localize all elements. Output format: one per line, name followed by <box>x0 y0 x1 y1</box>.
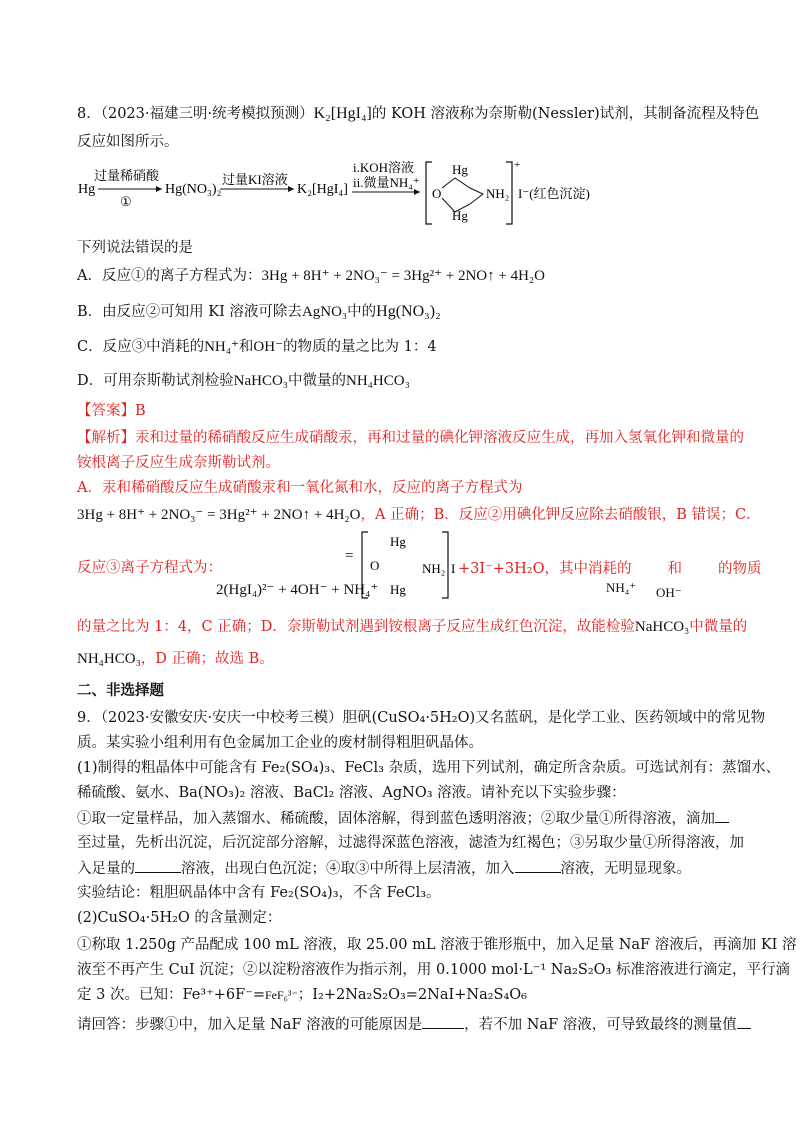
complex-charge: + <box>514 159 521 171</box>
q9-line12 <box>77 985 527 1005</box>
q8-stem-line2: 反应如图所示。 <box>77 134 179 150</box>
q9-line5-text: ①取一定量样品，加入蒸馏水、稀硫酸，固体溶解，得到蓝色透明溶液；②取少量①所得溶液，滴加 <box>77 811 715 827</box>
flow-step1-number: ① <box>120 194 132 209</box>
analysis-a-line: A．汞和稀硝酸反应生成硝酸汞和一氧化氮和水，反应的离子方程式为 <box>77 480 523 496</box>
q9-line2: 质。某实验小组利用有色金属加工企业的废材制得粗胆矾晶体。 <box>77 735 483 751</box>
flow-arrowhead-1 <box>156 186 162 192</box>
analysis-c-nh4: NH₄⁺ <box>606 580 637 595</box>
complex-tail: I⁻(红色沉淀) <box>518 186 590 201</box>
analysis-hg-top: Hg <box>390 534 406 549</box>
answer-blank-2[interactable] <box>135 858 181 873</box>
q9-line7 <box>77 858 691 879</box>
q9-line12c: ；I₂+2Na₂S₂O₃=2NaI+Na₂S₄O₆ <box>297 987 527 1003</box>
q8-stem-text: 的 KOH 溶液称为奈斯勒(Nessler)试剂，其制备流程及特色 <box>371 106 760 122</box>
option-b-text: B．由反应②可知用 KI 溶液可除去 <box>77 304 302 320</box>
flow-arrowhead-2 <box>288 186 294 192</box>
option-b-formula2: Hg(NO₃)₂ <box>376 303 441 320</box>
flow-step2-reagent: 过量KI溶液 <box>222 172 288 187</box>
q9-line9: (2)CuSO₄·5H₂O 的含量测定： <box>77 910 282 926</box>
option-c-formula1: NH₄⁺ <box>204 339 239 355</box>
q9-line12-complex: FeF₆³⁻ <box>265 988 298 1002</box>
q9-line13b: ，若不加 NaF 溶液，可导致最终的测量值 <box>464 1017 737 1033</box>
option-c[interactable] <box>77 337 437 357</box>
flow-step3-reagent-i: i.KOH溶液 <box>353 160 415 175</box>
analysis-c-oh: OH⁻ <box>656 585 682 600</box>
analysis-line1: 【解析】汞和过量的稀硝酸反应生成硝酸汞，再和过量的碘化钾溶液反应生成，再加入氢氧化钾和微量的 <box>77 430 744 446</box>
answer-blank-1[interactable] <box>715 808 729 823</box>
option-c-mid: 和 <box>238 339 254 355</box>
q9-line11: 液至不再产生 CuI 沉淀；②以淀粉溶液作为指示剂，用 0.1000 mol·L⁻¹ Na₂S₂O₃ 标准溶液进行滴定，平行滴 <box>77 962 790 978</box>
q8-source: 8．（2023·福建三明·统考模拟预测） <box>77 106 314 122</box>
flow-product1: Hg(NO₃)₂ <box>165 182 222 197</box>
q9-line6: 至过量，先析出沉淀，后沉淀部分溶解，过滤得深蓝色溶液，滤渣为红褐色；③另取少量①所得溶液，加 <box>77 835 744 851</box>
q8-prompt: 下列说法错误的是 <box>77 240 193 256</box>
analysis-a-equation-line <box>77 505 761 525</box>
analysis-c-of: 的物质 <box>717 561 762 577</box>
complex-hg-bottom: Hg <box>452 208 468 223</box>
option-d-mid: 中微量的 <box>288 373 347 389</box>
option-d-formula1: NaHCO₃ <box>233 373 289 389</box>
option-c-text: C．反应③中消耗的 <box>77 339 205 355</box>
q8-stem-line1 <box>77 104 759 124</box>
q9-line1: 9．（2023·安徽安庆·安庆一中校考三模）胆矾(CuSO₄·5H₂O)又名蓝矾，是化学工业、医药领域中的常见物 <box>77 710 766 726</box>
analysis-d-formula: NH₄HCO₃ <box>77 651 141 667</box>
option-d-formula2: NH₄HCO₃ <box>346 373 410 389</box>
analysis-bracket-left <box>362 532 368 598</box>
q9-line7c: 溶液，无明显现象。 <box>560 861 691 877</box>
analysis-d-tail: ，D 正确；故选 B。 <box>140 651 274 667</box>
analysis-c2-line <box>77 617 747 637</box>
flow-start-hg: Hg <box>78 182 96 197</box>
analysis-a-formula: 3Hg + 8H⁺ + 2NO₃⁻ = 3Hg²⁺ + 2NO↑ + 4H₂O <box>77 507 361 523</box>
q9-line7a: 入足量的 <box>77 861 135 877</box>
answer-blank-4[interactable] <box>422 1014 464 1029</box>
answer-blank-3[interactable] <box>515 858 561 873</box>
option-c-formula2: OH⁻ <box>253 339 283 355</box>
analysis-line2: 铵根离子反应生成奈斯勒试剂。 <box>77 455 280 471</box>
complex-o: O <box>432 186 442 201</box>
analysis-c-lead: 反应③离子方程式为： <box>77 560 222 576</box>
section-heading: 二、非选择题 <box>77 682 164 699</box>
analysis-c2-tail: 中微量的 <box>689 619 748 635</box>
analysis-nh2: NH₂ <box>422 561 446 576</box>
option-b-formula1: AgNO₃ <box>301 304 348 320</box>
analysis-c-right: +3I⁻+3H₂O，其中消耗的 <box>458 561 632 577</box>
analysis-c-complex <box>360 528 460 602</box>
option-a-formula: 3Hg + 8H⁺ + 2NO₃⁻ = 3Hg²⁺ + 2NO↑ + 4H₂O <box>261 268 545 284</box>
reagent-formula: K₂[HgI₄] <box>313 105 372 122</box>
complex-nh2: NH₂ <box>486 186 510 201</box>
answer-label: 【答案】B <box>77 403 146 419</box>
analysis-c-right-line <box>458 559 761 579</box>
q9-line3: (1)制得的粗晶体中可能含有 Fe₂(SO₄)₃、FeCl₃ 杂质，选用下列试剂，确定所含杂质。可选试剂有：蒸馏水、 <box>77 760 781 776</box>
flow-step1-reagent: 过量稀硝酸 <box>94 168 160 183</box>
option-a[interactable] <box>77 266 545 286</box>
q9-line8: 实验结论：粗胆矾晶体中含有 Fe₂(SO₄)₃，不含 FeCl₃。 <box>77 885 441 901</box>
option-c-tail: 的物质的量之比为 1：4 <box>283 339 437 355</box>
q8-flow-diagram <box>70 158 630 228</box>
q9-line5 <box>77 808 729 829</box>
option-d-text: D．可用奈斯勒试剂检验 <box>77 373 234 389</box>
option-b[interactable] <box>77 302 441 322</box>
flow-product2: K₂[HgI₄] <box>297 182 348 197</box>
analysis-a-tail: ，A 正确；B．反应②用碘化钾反应除去硝酸银，B 错误；C． <box>360 507 761 523</box>
analysis-d-line <box>77 649 274 669</box>
analysis-c-and: 和 <box>667 561 682 577</box>
analysis-hg-bottom: Hg <box>390 582 406 597</box>
option-b-mid: 中的 <box>347 304 377 320</box>
answer-blank-5[interactable] <box>737 1014 751 1029</box>
q9-line10: ①称取 1.250g 产品配成 100 mL 溶液，取 25.00 mL 溶液于锥形瓶中，加入足量 NaF 溶液后，再滴加 KI 溶 <box>77 937 797 953</box>
q9-line7b: 溶液，出现白色沉淀；④取③中所得上层清液，加入 <box>181 861 515 877</box>
analysis-c2-formula: NaHCO₃ <box>634 619 690 635</box>
analysis-c-left: 2(HgI₄)²⁻ + 4OH⁻ + NH₄⁺ <box>216 582 379 598</box>
analysis-c-equals: = <box>345 548 354 564</box>
q9-line12a: 定 3 次。已知：Fe³⁺+6F⁻= <box>77 987 265 1003</box>
q9-line4: 稀硫酸、氨水、Ba(NO₃)₂ 溶液、BaCl₂ 溶液、AgNO₃ 溶液。请补充以下实验步骤： <box>77 785 626 801</box>
complex-hg-top: Hg <box>452 162 468 177</box>
option-d[interactable] <box>77 371 410 391</box>
option-a-label: A．反应①的离子方程式为： <box>77 268 262 284</box>
q9-line13a: 请回答：步骤①中，加入足量 NaF 溶液的可能原因是 <box>77 1017 423 1033</box>
complex-ring <box>442 178 483 212</box>
q9-line13 <box>77 1014 751 1035</box>
analysis-c2: 的量之比为 1：4，C 正确；D．奈斯勒试剂遇到铵根离子反应生成红色沉淀，故能检验 <box>77 619 635 635</box>
analysis-iodide: I <box>451 561 456 576</box>
analysis-o: O <box>370 558 380 573</box>
flow-step3-reagent-ii: ii.微量NH₄⁺ <box>353 175 420 190</box>
